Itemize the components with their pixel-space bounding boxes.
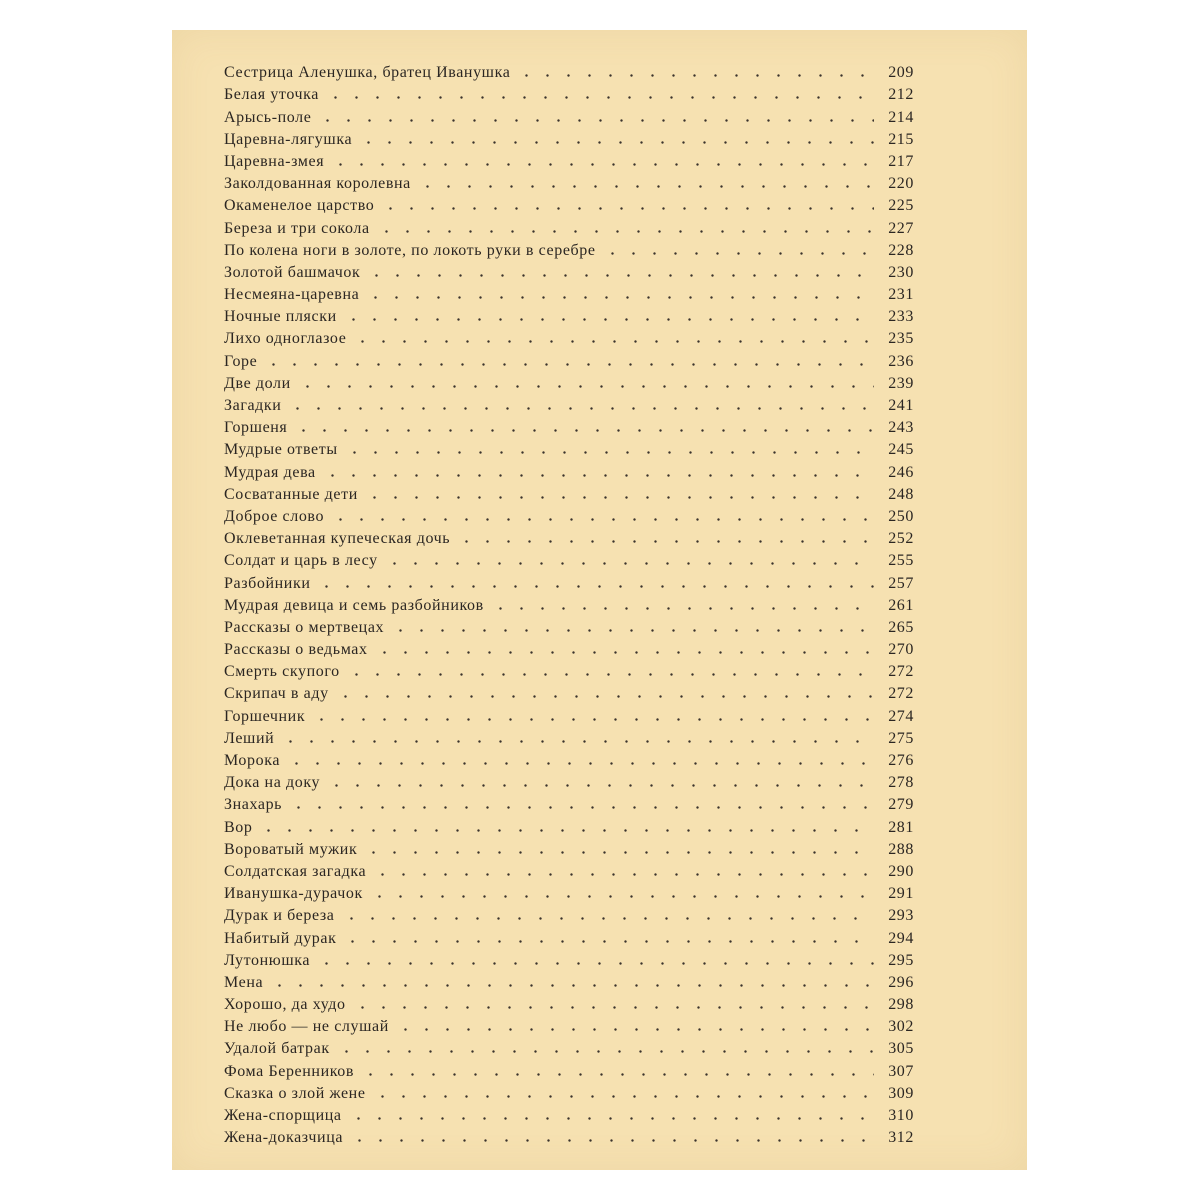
dot-leader	[330, 517, 874, 522]
toc-entry	[224, 859, 914, 881]
dot-leader	[516, 73, 874, 78]
toc-entry-page-number: 233	[888, 308, 914, 326]
dot-leader	[263, 362, 874, 367]
toc-entry-page-number: 217	[888, 152, 914, 170]
toc-entry-page-number: 239	[888, 374, 914, 392]
toc-entry-page-number: 241	[888, 397, 914, 414]
toc-entry	[224, 260, 914, 282]
toc-entry	[224, 726, 914, 748]
toc-entry	[224, 1103, 914, 1125]
toc-entry-page-number: 250	[888, 507, 914, 525]
dot-leader	[297, 384, 874, 389]
dot-leader	[326, 783, 874, 788]
toc-entry	[224, 881, 914, 903]
toc-entry-page-number: 295	[888, 951, 914, 969]
toc-entry-title: Мудрая девица и семь разбойников	[224, 596, 484, 614]
dot-leader	[360, 1072, 874, 1077]
toc-entry-page-number: 265	[888, 618, 914, 636]
toc-entry-page-number: 220	[888, 175, 914, 193]
dot-leader	[417, 184, 874, 189]
toc-entry-page-number: 252	[888, 530, 914, 548]
toc-entry	[224, 415, 914, 437]
toc-entry-page-number: 270	[888, 641, 914, 659]
toc-entry-title: Несмеяна-царевна	[224, 286, 360, 304]
dot-leader	[358, 140, 874, 145]
toc-entry-title: Доброе слово	[224, 507, 325, 525]
toc-entry-title: Золотой башмачок	[224, 263, 361, 281]
dot-leader	[364, 495, 874, 500]
toc-entry	[224, 970, 914, 992]
dot-leader	[288, 805, 874, 810]
toc-entry-page-number: 215	[888, 130, 914, 148]
dot-leader	[348, 1116, 874, 1121]
toc-entry	[224, 903, 914, 925]
toc-entry-title: Царевна-змея	[224, 152, 325, 170]
toc-entry-title: Мудрая дева	[224, 463, 316, 481]
dot-leader	[380, 206, 874, 211]
dot-leader	[311, 717, 874, 722]
dot-leader	[374, 650, 874, 655]
dot-leader	[456, 539, 874, 544]
toc-entry-title: Разбойники	[224, 574, 311, 592]
toc-entry-title: Окаменелое царство	[224, 197, 375, 215]
toc-entry	[224, 925, 914, 947]
dot-leader	[330, 162, 874, 167]
toc-entry	[224, 482, 914, 504]
toc-entry-title: Мудрые ответы	[224, 441, 338, 459]
toc-entry-title: Солдатская загадка	[224, 862, 367, 880]
toc-entry-title: Сказка о злой жене	[224, 1084, 366, 1102]
dot-leader	[366, 273, 874, 278]
dot-leader	[343, 317, 874, 322]
toc-entry-page-number: 279	[888, 796, 914, 814]
toc-entry-title: Сосватанные дети	[224, 485, 358, 503]
dot-leader	[269, 983, 874, 988]
toc-entry	[224, 215, 914, 237]
toc-entry-page-number: 293	[888, 907, 914, 925]
toc-entry-title: Арысь-поле	[224, 108, 312, 126]
toc-entry-page-number: 312	[888, 1129, 914, 1147]
toc-entry-title: Рассказы о ведьмах	[224, 641, 368, 659]
toc-entry-page-number: 302	[888, 1018, 914, 1036]
toc-entry-page-number: 214	[888, 108, 914, 126]
toc-entry-page-number: 212	[888, 86, 914, 104]
toc-entry-page-number: 294	[888, 929, 914, 947]
toc-entry-title: Не любо — не слушай	[224, 1018, 389, 1036]
toc-entry	[224, 1058, 914, 1080]
toc-entry-page-number: 310	[888, 1107, 914, 1124]
toc-entry-page-number: 261	[888, 596, 914, 614]
toc-entry-title: Хорошо, да худо	[224, 996, 346, 1014]
toc-entry-title: Леший	[224, 729, 275, 747]
dot-leader	[336, 1049, 874, 1054]
toc-entry-title: Сестрица Аленушка, братец Иванушка	[224, 64, 511, 82]
toc-entry	[224, 282, 914, 304]
toc-entry-page-number: 298	[888, 996, 914, 1014]
dot-leader	[258, 828, 874, 833]
toc-entry	[224, 548, 914, 570]
toc-entry-title: Загадки	[224, 397, 282, 414]
toc-entry-page-number: 291	[888, 885, 914, 903]
toc-entry	[224, 149, 914, 171]
toc-entry-title: Горшечник	[224, 707, 306, 725]
book-page	[172, 30, 1027, 1170]
dot-leader	[352, 339, 874, 344]
dot-leader	[363, 850, 874, 855]
toc-entry-page-number: 274	[888, 707, 914, 725]
dot-leader	[376, 229, 874, 234]
toc-entry-page-number: 230	[888, 263, 914, 281]
toc-entry	[224, 992, 914, 1014]
toc-entry	[224, 304, 914, 326]
toc-entry	[224, 326, 914, 348]
toc-entry	[224, 593, 914, 615]
dot-leader	[369, 894, 874, 899]
toc-entry-title: Оклеветанная купеческая дочь	[224, 530, 451, 548]
dot-leader	[342, 939, 874, 944]
toc-entry	[224, 393, 914, 415]
toc-entry-page-number: 305	[888, 1040, 914, 1058]
toc-entry-title: Мена	[224, 973, 264, 991]
toc-entry	[224, 703, 914, 725]
dot-leader	[384, 561, 874, 566]
toc-entry-title: Солдат и царь в лесу	[224, 552, 378, 570]
toc-entry	[224, 504, 914, 526]
toc-entry	[224, 127, 914, 149]
toc-entry-page-number: 227	[888, 219, 914, 237]
dot-leader	[490, 606, 874, 611]
toc-entry	[224, 1036, 914, 1058]
dot-leader	[293, 428, 874, 433]
toc-entry	[224, 1014, 914, 1036]
dot-leader	[287, 406, 874, 411]
dot-leader	[316, 584, 874, 589]
toc-entry-page-number: 245	[888, 441, 914, 459]
toc-entry-title: По колена ноги в золоте, по локоть руки в серебре	[224, 241, 596, 259]
dot-leader	[352, 1005, 874, 1010]
toc-entry-page-number: 272	[888, 663, 914, 681]
toc-entry	[224, 437, 914, 459]
dot-leader	[341, 916, 874, 921]
toc-entry-title: Смерть скупого	[224, 663, 340, 681]
toc-entry	[224, 659, 914, 681]
toc-entry-page-number: 235	[888, 330, 914, 348]
toc-entry	[224, 459, 914, 481]
dot-leader	[316, 961, 874, 966]
dot-leader	[344, 450, 874, 455]
toc-entry-page-number: 296	[888, 973, 914, 991]
toc-entry-title: Заколдованная королевна	[224, 175, 411, 193]
toc-entry-title: Набитый дурак	[224, 929, 337, 947]
toc-entry-page-number: 243	[888, 419, 914, 437]
toc-entry	[224, 193, 914, 215]
dot-leader	[395, 1027, 874, 1032]
dot-leader	[286, 761, 874, 766]
toc-entry	[224, 238, 914, 260]
toc-entry-title: Знахарь	[224, 796, 283, 814]
toc-entry-page-number: 248	[888, 485, 914, 503]
dot-leader	[322, 473, 874, 478]
dot-leader	[602, 251, 874, 256]
toc-entry-title: Дока на доку	[224, 774, 321, 792]
toc-entry-page-number: 231	[888, 286, 914, 304]
toc-entry	[224, 837, 914, 859]
toc-entry-page-number: 288	[888, 840, 914, 858]
toc-entry	[224, 570, 914, 592]
toc-entry-title: Горе	[224, 352, 258, 370]
toc-entry	[224, 637, 914, 659]
toc-entry-page-number: 290	[888, 862, 914, 880]
dot-leader	[349, 1138, 874, 1143]
toc-entry-page-number: 272	[888, 685, 914, 703]
toc-entry-title: Скрипач в аду	[224, 685, 329, 703]
dot-leader	[365, 295, 874, 300]
dot-leader	[372, 1094, 874, 1099]
toc-entry-title: Лутонюшка	[224, 951, 311, 969]
toc-entry-title: Дурак и береза	[224, 907, 335, 925]
toc-entry	[224, 615, 914, 637]
toc-entry-page-number: 246	[888, 463, 914, 481]
toc-entry-page-number: 228	[888, 241, 914, 259]
toc-entry-title: Жена-доказчица	[224, 1129, 344, 1147]
toc-entry	[224, 681, 914, 703]
toc-entry-page-number: 225	[888, 197, 914, 215]
dot-leader	[372, 872, 874, 877]
toc-entry-page-number: 255	[888, 552, 914, 570]
toc-entry-page-number: 309	[888, 1084, 914, 1102]
toc-entry	[224, 1125, 914, 1147]
toc-entry	[224, 348, 914, 370]
toc-entry	[224, 371, 914, 393]
toc-entry-title: Вор	[224, 818, 253, 836]
toc-entry-title: Жена-спорщица	[224, 1107, 342, 1124]
toc-entry-title: Морока	[224, 752, 281, 769]
toc-entry	[224, 748, 914, 770]
toc-entry-title: Рассказы о мертвецах	[224, 618, 385, 636]
toc-entry-page-number: 276	[888, 752, 914, 769]
toc-entry-page-number: 307	[888, 1062, 914, 1080]
dot-leader	[390, 628, 874, 633]
toc-entry-page-number: 278	[888, 774, 914, 792]
table-of-contents	[224, 60, 914, 1147]
toc-entry-title: Лихо одноглазое	[224, 330, 347, 348]
toc-entry	[224, 814, 914, 836]
toc-entry	[224, 526, 914, 548]
toc-entry-page-number: 257	[888, 574, 914, 592]
dot-leader	[335, 694, 874, 699]
toc-entry-title: Белая уточка	[224, 86, 319, 104]
toc-entry	[224, 792, 914, 814]
toc-entry-page-number: 209	[888, 64, 914, 82]
toc-entry-page-number: 275	[888, 729, 914, 747]
toc-entry	[224, 60, 914, 82]
toc-entry-title: Вороватый мужик	[224, 840, 358, 858]
dot-leader	[346, 672, 874, 677]
toc-entry-title: Горшеня	[224, 419, 288, 437]
toc-entry-title: Иванушка-дурачок	[224, 885, 363, 903]
toc-entry	[224, 104, 914, 126]
toc-entry-title: Береза и три сокола	[224, 219, 370, 237]
toc-entry	[224, 1081, 914, 1103]
toc-entry-title: Ночные пляски	[224, 308, 337, 326]
toc-entry-title: Фома Беренников	[224, 1062, 355, 1080]
dot-leader	[317, 118, 874, 123]
toc-entry-title: Удалой батрак	[224, 1040, 330, 1058]
toc-entry-page-number: 236	[888, 352, 914, 370]
toc-entry	[224, 770, 914, 792]
toc-entry-title: Две доли	[224, 374, 291, 392]
toc-entry-title: Царевна-лягушка	[224, 130, 353, 148]
toc-entry	[224, 171, 914, 193]
dot-leader	[280, 739, 874, 744]
toc-entry-page-number: 281	[888, 818, 914, 836]
dot-leader	[325, 95, 874, 100]
toc-entry	[224, 948, 914, 970]
toc-entry	[224, 82, 914, 104]
